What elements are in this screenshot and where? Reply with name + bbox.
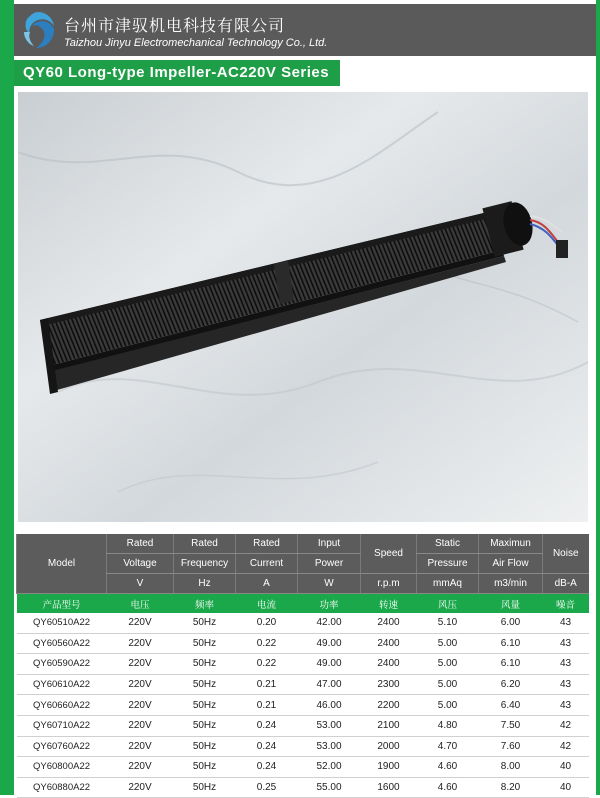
table-cell: 220V: [107, 777, 174, 798]
col-airflow-header-1: Maximun: [479, 534, 543, 554]
cn-header-cell: 电压: [107, 594, 174, 614]
col-voltage-header-2: Voltage: [107, 554, 174, 574]
col-power-header-1: Input: [298, 534, 361, 554]
col-voltage-header-1: Rated: [107, 534, 174, 554]
table-cell: 49.00: [298, 654, 361, 675]
table-cell: QY60590A22: [17, 654, 107, 675]
table-cell: 50Hz: [174, 674, 236, 695]
unit-speed: r.p.m: [361, 574, 417, 594]
col-frequency-header-1: Rated: [174, 534, 236, 554]
spec-table: [16, 534, 589, 798]
col-pressure-header-2: Pressure: [417, 554, 479, 574]
table-cell: 7.60: [479, 736, 543, 757]
unit-voltage: V: [107, 574, 174, 594]
table-cell: QY60880A22: [17, 777, 107, 798]
table-cell: 50Hz: [174, 695, 236, 716]
table-cell: 42.00: [298, 613, 361, 633]
col-airflow-header-2: Air Flow: [479, 554, 543, 574]
table-cell: QY60610A22: [17, 674, 107, 695]
table-cell: 5.00: [417, 654, 479, 675]
table-cell: 220V: [107, 757, 174, 778]
table-cell: 0.25: [236, 777, 298, 798]
table-cell: 0.21: [236, 695, 298, 716]
table-cell: 220V: [107, 736, 174, 757]
table-cell: 0.21: [236, 674, 298, 695]
table-row: [17, 736, 589, 757]
table-cell: 43: [543, 633, 589, 654]
cn-header-cell: 功率: [298, 594, 361, 614]
table-cell: 50Hz: [174, 736, 236, 757]
col-pressure-header-1: Static: [417, 534, 479, 554]
table-cell: 43: [543, 674, 589, 695]
table-cell: 1600: [361, 777, 417, 798]
cn-header-cell: 频率: [174, 594, 236, 614]
table-cell: 2000: [361, 736, 417, 757]
table-cell: 43: [543, 654, 589, 675]
table-cell: 50Hz: [174, 654, 236, 675]
table-cell: 4.80: [417, 715, 479, 736]
col-model-header: Model: [17, 534, 107, 594]
table-cell: 220V: [107, 695, 174, 716]
table-cell: 7.50: [479, 715, 543, 736]
table-cell: 6.10: [479, 633, 543, 654]
table-cell: 0.24: [236, 757, 298, 778]
table-cell: QY60560A22: [17, 633, 107, 654]
table-cell: 5.00: [417, 674, 479, 695]
unit-pressure: mmAq: [417, 574, 479, 594]
table-cell: 1900: [361, 757, 417, 778]
table-cell: 43: [543, 695, 589, 716]
col-frequency-header-2: Frequency: [174, 554, 236, 574]
cn-header-cell: 转速: [361, 594, 417, 614]
table-row: [17, 674, 589, 695]
cn-header-cell: 产品型号: [17, 594, 107, 614]
cn-header-cell: 噪音: [543, 594, 589, 614]
table-cell: 52.00: [298, 757, 361, 778]
table-cell: 2400: [361, 613, 417, 633]
table-cell: 6.20: [479, 674, 543, 695]
table-cell: 4.60: [417, 757, 479, 778]
table-cell: QY60510A22: [17, 613, 107, 633]
company-name-cn: 台州市津驭机电科技有限公司: [64, 16, 286, 35]
table-row: [17, 654, 589, 675]
table-row: [17, 715, 589, 736]
table-cell: 53.00: [298, 736, 361, 757]
table-cell: 42: [543, 715, 589, 736]
table-cell: 220V: [107, 715, 174, 736]
table-cell: 40: [543, 777, 589, 798]
table-cell: 50Hz: [174, 613, 236, 633]
table-row: [17, 633, 589, 654]
table-cell: 50Hz: [174, 633, 236, 654]
table-cell: 4.70: [417, 736, 479, 757]
table-cell: 0.24: [236, 736, 298, 757]
col-speed-header: Speed: [361, 534, 417, 574]
col-current-header-1: Rated: [236, 534, 298, 554]
table-row: [17, 695, 589, 716]
table-cell: 8.00: [479, 757, 543, 778]
unit-airflow: m3/min: [479, 574, 543, 594]
table-cell: 55.00: [298, 777, 361, 798]
table-cell: 0.22: [236, 654, 298, 675]
table-cell: QY60800A22: [17, 757, 107, 778]
table-cell: 0.20: [236, 613, 298, 633]
right-accent-bar: [596, 0, 600, 795]
unit-frequency: Hz: [174, 574, 236, 594]
table-cell: 2400: [361, 633, 417, 654]
table-cell: 6.10: [479, 654, 543, 675]
table-cell: 220V: [107, 613, 174, 633]
series-title: QY60 Long-type Impeller-AC220V Series: [23, 64, 330, 81]
table-cell: 8.20: [479, 777, 543, 798]
table-cell: 53.00: [298, 715, 361, 736]
table-cell: 220V: [107, 633, 174, 654]
company-name-en: Taizhou Jinyu Electromechanical Technology Co., Ltd.: [64, 37, 328, 49]
table-cell: 2200: [361, 695, 417, 716]
company-header: [14, 4, 596, 56]
table-cell: 5.00: [417, 695, 479, 716]
table-cell: 0.22: [236, 633, 298, 654]
col-power-header-2: Power: [298, 554, 361, 574]
table-cell: 5.00: [417, 633, 479, 654]
col-current-header-2: Current: [236, 554, 298, 574]
table-cell: 50Hz: [174, 715, 236, 736]
table-cell: 5.10: [417, 613, 479, 633]
table-cell: 42: [543, 736, 589, 757]
cn-header-cell: 风量: [479, 594, 543, 614]
product-photo: [18, 92, 588, 522]
table-cell: 49.00: [298, 633, 361, 654]
table-cell: 50Hz: [174, 777, 236, 798]
table-cell: 50Hz: [174, 757, 236, 778]
table-row: [17, 613, 589, 633]
left-accent-bar: [0, 0, 14, 795]
table-cell: 47.00: [298, 674, 361, 695]
table-cell: 2300: [361, 674, 417, 695]
table-cell: 2400: [361, 654, 417, 675]
cn-header-row: [17, 594, 589, 614]
table-cell: QY60760A22: [17, 736, 107, 757]
table-cell: 2100: [361, 715, 417, 736]
series-title-bar: [14, 60, 340, 86]
table-cell: 0.24: [236, 715, 298, 736]
cn-header-cell: 电流: [236, 594, 298, 614]
table-row: [17, 757, 589, 778]
table-cell: QY60660A22: [17, 695, 107, 716]
header-row-1: [17, 534, 589, 554]
cn-header-cell: 风压: [417, 594, 479, 614]
unit-power: W: [298, 574, 361, 594]
table-cell: 4.60: [417, 777, 479, 798]
unit-current: A: [236, 574, 298, 594]
table-cell: 6.00: [479, 613, 543, 633]
table-cell: 43: [543, 613, 589, 633]
col-noise-header: Noise: [543, 534, 589, 574]
table-cell: 220V: [107, 654, 174, 675]
unit-noise: dB-A: [543, 574, 589, 594]
table-cell: QY60710A22: [17, 715, 107, 736]
table-cell: 46.00: [298, 695, 361, 716]
table-cell: 220V: [107, 674, 174, 695]
company-logo-icon: [18, 8, 58, 52]
table-cell: 40: [543, 757, 589, 778]
table-cell: 6.40: [479, 695, 543, 716]
